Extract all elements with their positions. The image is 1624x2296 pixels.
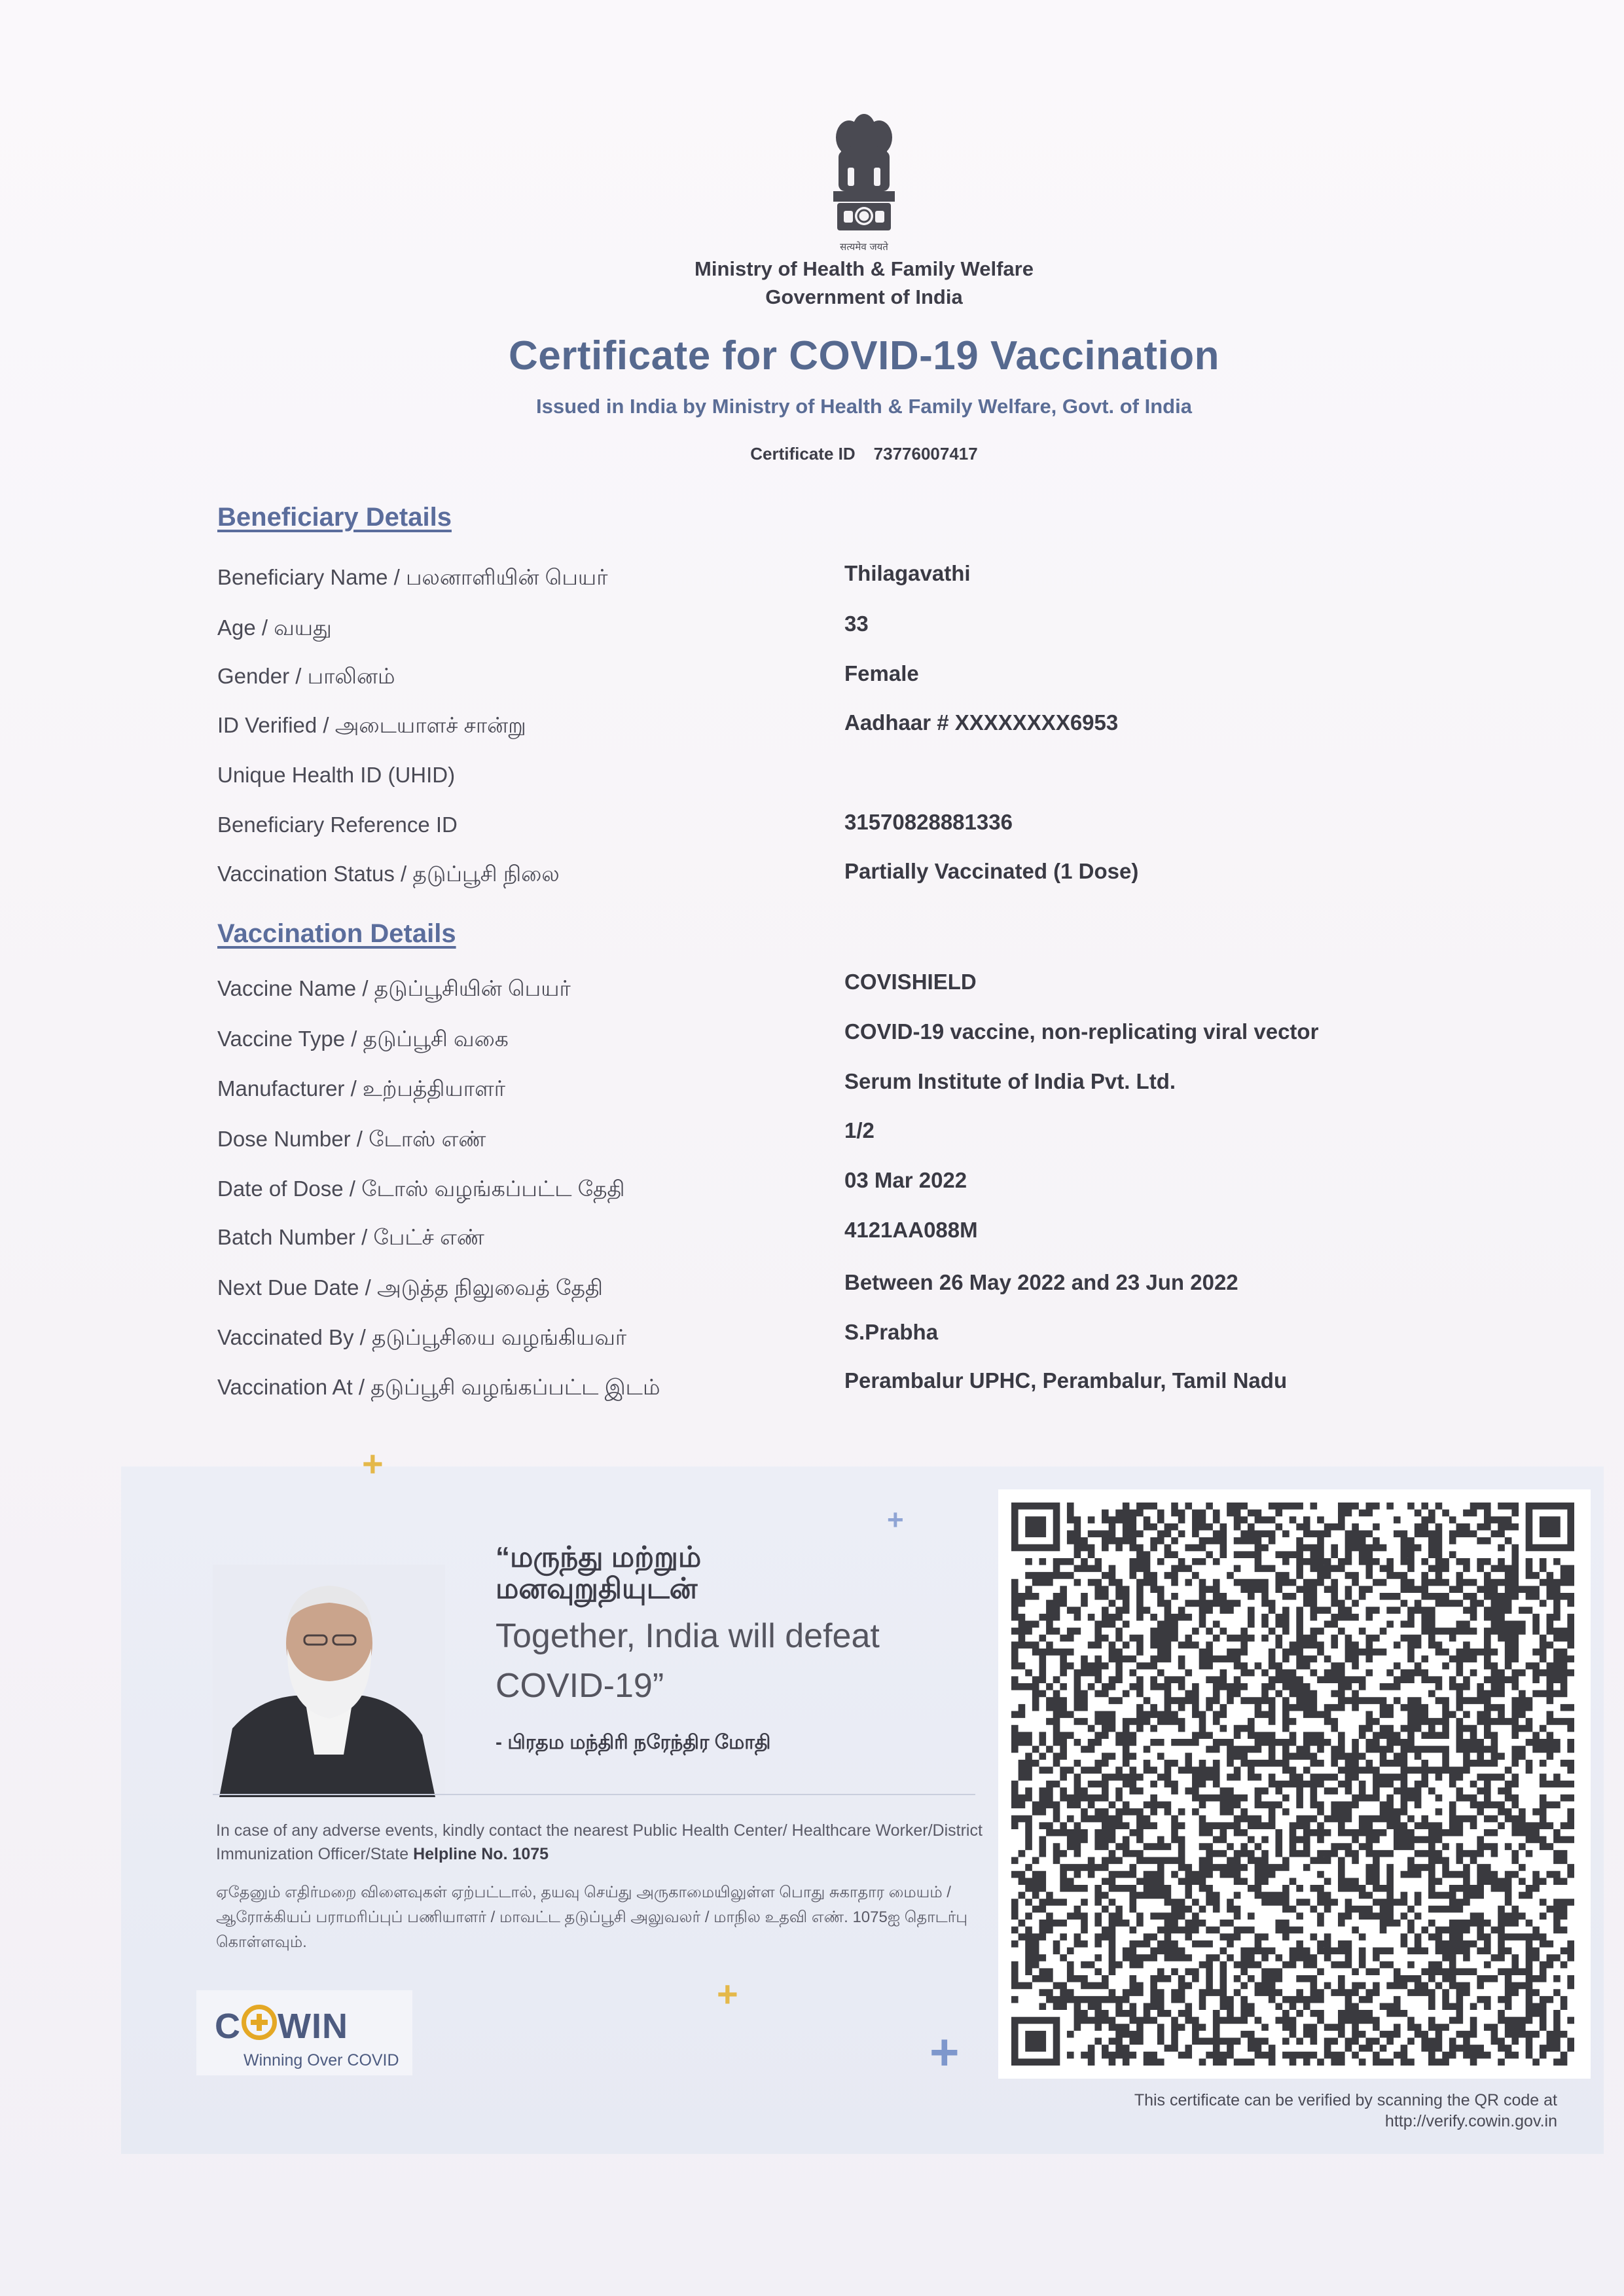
vaccinated-by-value: S.Prabha — [844, 1320, 939, 1344]
beneficiary-reference-id-value: 31570828881336 — [844, 810, 1013, 834]
quote-english — [496, 1611, 993, 1711]
quote-tamil-line2: மனவுறுதியுடன் — [496, 1573, 698, 1605]
qr-finder-pattern — [1526, 1503, 1574, 1551]
certificate-id-label: Certificate ID — [750, 444, 856, 464]
gender-label: Gender / பாலினம் — [217, 664, 395, 688]
vaccination-at-value: Perambalur UPHC, Perambalur, Tamil Nadu — [844, 1368, 1288, 1393]
issued-by: Issued in India by Ministry of Health & Family Welfare, Govt. of India — [536, 395, 1192, 418]
vaccinated-by-label: Vaccinated By / தடுப்பூசியை வழங்கியவர் — [217, 1325, 627, 1349]
plus-icon: + — [362, 1443, 384, 1484]
next-due-date-value: Between 26 May 2022 and 23 Jun 2022 — [844, 1270, 1238, 1294]
date-of-dose-label: Date of Dose / டோஸ் வழங்கப்பட்ட தேதி — [217, 1176, 625, 1201]
vaccine-type-label: Vaccine Type / தடுப்பூசி வகை — [217, 1027, 509, 1051]
vaccine-name-value: COVISHIELD — [844, 970, 977, 994]
next-due-date-label: Next Due Date / அடுத்த நிலுவைத் தேதி — [217, 1275, 603, 1300]
qr-modules — [1011, 1503, 1574, 2066]
beneficiary-reference-id-label: Beneficiary Reference ID — [217, 812, 458, 837]
vaccination-details-heading: Vaccination Details — [217, 919, 456, 948]
adverse-events-text: In case of any adverse events, kindly contact the nearest Public Health Center/ Healthcare Worker/District Immunization Officer/State — [216, 1821, 983, 1863]
dose-number-value: 1/2 — [844, 1118, 875, 1142]
ministry-name: Ministry of Health & Family Welfare — [695, 257, 1034, 280]
verify-text: This certificate can be verified by scanning the QR code at — [1134, 2091, 1557, 2109]
batch-number-label: Batch Number / பேட்ச் எண் — [217, 1225, 484, 1249]
quote-block — [496, 1542, 993, 1711]
cowin-logo — [215, 2005, 348, 2047]
dose-number-label: Dose Number / டோஸ் எண் — [217, 1127, 486, 1151]
quote-english-line1: Together, India will defeat — [496, 1617, 880, 1655]
cowin-logo-rest: WIN — [278, 2007, 348, 2046]
helpline-number: Helpline No. 1075 — [413, 1845, 549, 1863]
quote-attribution: - பிரதம மந்திரி நரேந்திர மோதி — [496, 1732, 771, 1753]
adverse-events-tamil: ஏதேனும் எதிர்மறை விளைவுகள் ஏற்பட்டால், தயவு செய்து அருகாமையிலுள்ள பொது சுகாதார மையம் / ஆரோக்கியப் பராமரிப்புப் பணியாளர் / மாவட்ட தடுப்பூசி அலுவலர் / மாநில உதவி எண். 1075ஐ தொடர்பு கொள்ளவும். — [216, 1884, 968, 1951]
beneficiary-details-heading: Beneficiary Details — [217, 503, 452, 532]
adverse-events-english — [216, 1819, 988, 1866]
qr-code-icon — [1011, 1503, 1574, 2066]
beneficiary-name-label: Beneficiary Name / பலனாளியின் பெயர் — [217, 565, 608, 589]
gender-value: Female — [844, 661, 919, 685]
certificate-id — [0, 444, 1624, 464]
qr-finder-pattern — [1011, 1503, 1060, 1551]
verify-url[interactable]: http://verify.cowin.gov.in — [1384, 2112, 1557, 2130]
vaccination-status-label: Vaccination Status / தடுப்பூசி நிலை — [217, 862, 560, 886]
cowin-plus-icon — [242, 2005, 277, 2040]
plus-icon: + — [887, 1504, 904, 1536]
certificate-title: Certificate for COVID-19 Vaccination — [508, 333, 1220, 378]
date-of-dose-value: 03 Mar 2022 — [844, 1168, 967, 1192]
age-label: Age / வயது — [217, 615, 332, 640]
manufacturer-label: Manufacturer / உற்பத்தியாளர் — [217, 1076, 505, 1101]
quote-english-line2: COVID-19” — [496, 1667, 664, 1705]
qr-finder-pattern — [1011, 2017, 1060, 2066]
national-emblem-icon — [821, 111, 907, 262]
batch-number-value: 4121AA088M — [844, 1218, 978, 1242]
cowin-logo-c: C — [215, 2007, 241, 2046]
verify-note — [1134, 2090, 1557, 2132]
uhid-label: Unique Health ID (UHID) — [217, 763, 456, 787]
age-value: 33 — [844, 611, 869, 636]
plus-icon: + — [929, 2023, 960, 2081]
vaccine-type-value: COVID-19 vaccine, non-replicating viral vector — [844, 1019, 1319, 1044]
vaccine-name-label: Vaccine Name / தடுப்பூசியின் பெயர் — [217, 976, 571, 1000]
portrait-image — [213, 1565, 445, 1797]
id-verified-label: ID Verified / அடையாளச் சான்று — [217, 713, 526, 737]
manufacturer-value: Serum Institute of India Pvt. Ltd. — [844, 1069, 1176, 1093]
quote-tamil-line1: “மருந்து மற்றும் — [496, 1541, 702, 1573]
vaccination-status-value: Partially Vaccinated (1 Dose) — [844, 859, 1139, 883]
panel-divider — [213, 1794, 975, 1795]
government-name: Government of India — [765, 285, 963, 308]
certificate-id-value: 73776007417 — [873, 444, 978, 464]
emblem-motto: सत्यमेव जयते — [840, 241, 888, 253]
vaccination-at-label: Vaccination At / தடுப்பூசி வழங்கப்பட்ட இடம் — [217, 1375, 660, 1399]
id-verified-value: Aadhaar # XXXXXXXX6953 — [844, 710, 1119, 735]
cowin-tagline: Winning Over COVID — [244, 2051, 399, 2069]
plus-icon: + — [717, 1973, 738, 2014]
beneficiary-name-value: Thilagavathi — [844, 561, 971, 585]
